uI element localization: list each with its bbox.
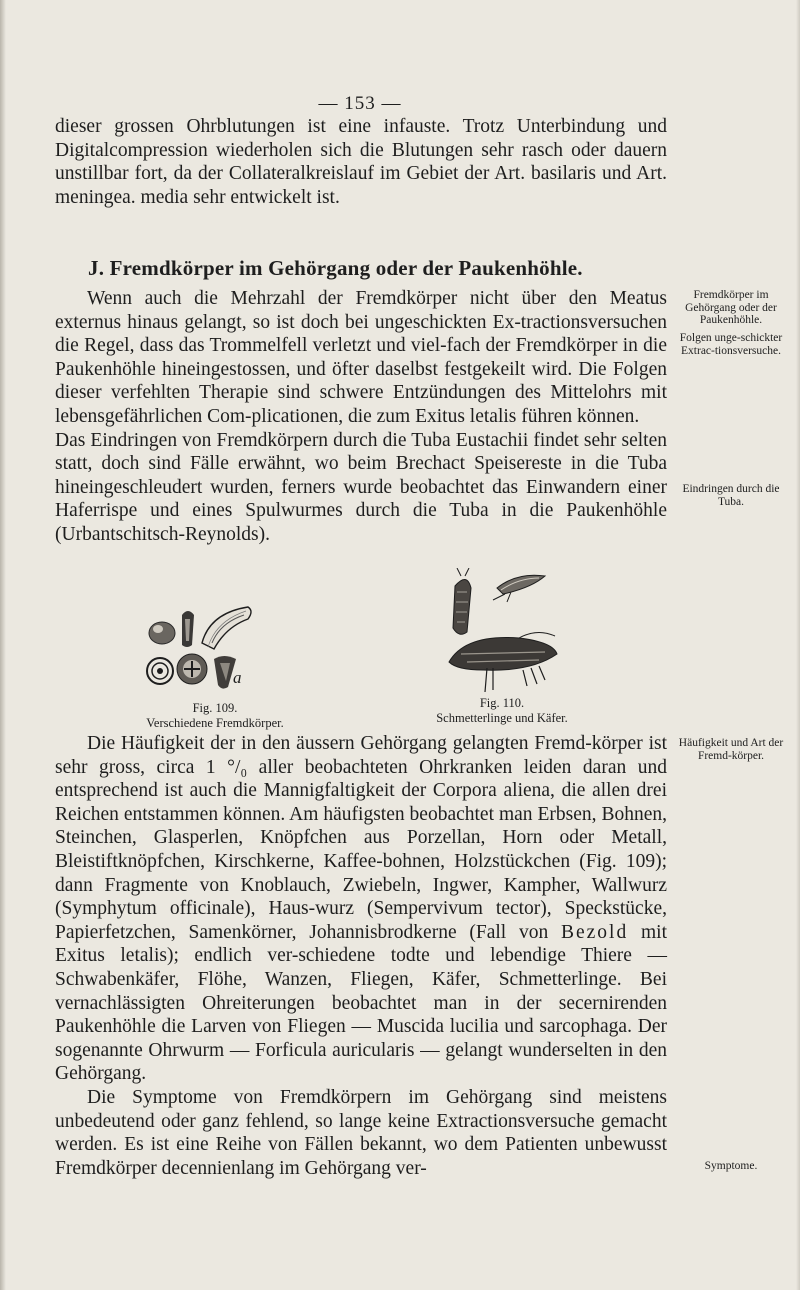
paragraph-haeufigkeit-part-1: Die Häufigkeit der in den äussern Gehörgang gelangten Fremd-körper ist sehr gross, circa 1 °/₀ aller beobachteten Ohrkranken leiden daran und entsprechend ist auch die Mannigfaltigkeit der Corpora aliena, die allen drei Reichen entstammen können. Am häufigsten beobachtet man Erbsen, Bohnen, Steinchen, Glasperlen, Knöpfchen aus Porzellan, Horn oder Metall, Bleistiftknöpfchen, Kirschkerne, Kaffee-bohnen, Holzstückchen (Fig. 109); dann Fragmente von Knoblauch, Zwiebeln, Ingwer, Kampher, Wallwurz (Symphytum officinale), Haus-wurz (Sempervivum tector), Speckstücke, Papierfetzchen, Samenkörner, Johannisbrodkerne (Fall von <box>55 733 667 943</box>
paragraph-fremdkoerper: Wenn auch die Mehrzahl der Fremdkörper nicht über den Meatus externus hinaus gelangt, so ist doch bei ungeschickten Ex-tractionsversuchen die Regel, dass das Trommelfell verletzt und viel-fach der Fremdkörper in die Paukenhöhle hineingestossen, und öfter daselbst festgekeilt wird. Die Folgen dieser verfehlten Therapie sind schwere Entzündungen des Mittelohrs mit lebensgefährlichen Com-plicationen, die zum Exitus letalis führen können. <box>55 288 667 427</box>
figure-110-label: Fig. 110. <box>479 696 525 710</box>
margin-note-fremdkoerper: Fremdkörper im Gehörgang oder der Paukenhöhle. <box>685 289 777 326</box>
author-name-bezold: Bezold <box>560 921 629 943</box>
paragraph-haeufigkeit <box>55 732 667 1086</box>
figure-110-caption: Schmetterlinge und Käfer. <box>436 711 568 725</box>
margin-note-eindringen: Eindringen durch die Tuba. <box>682 483 780 508</box>
insects-illustration <box>427 568 577 695</box>
page-edge-shadow <box>0 0 6 1290</box>
figure-109-caption: Verschiedene Fremdkörper. <box>146 716 284 730</box>
body-section-2 <box>55 732 667 1180</box>
margin-note-symptome: Symptome. <box>704 1160 758 1172</box>
figure-110 <box>422 568 582 726</box>
paragraph-tuba: Das Eindringen von Fremdkörpern durch die Tuba Eustachii findet sehr selten statt, doch sind Fälle erwähnt, wo beim Brechact Speisereste in die Tuba hineingeschleudert wurden, ferners wurde beobachtet das Einwandern einer Haferrispe und eines Spulwurmes durch die Tuba in die Paukenhöhle (Urbantschitsch-Reynolds). <box>55 429 667 545</box>
page-edge-right <box>796 0 800 1290</box>
section-heading: J. Fremdkörper im Gehörgang oder der Paukenhöhle. <box>88 256 583 280</box>
page-number: — 153 — <box>318 93 402 114</box>
intro-text: dieser grossen Ohrblutungen ist eine infauste. Trotz Unterbindung und Digitalcompression wiederholen sich die Blutungen sehr rasch oder dauern unstillbar fort, da der Collateralkreislauf im Gebiet der Art. basilaris und Art. meningea. media sehr entwickelt ist. <box>55 116 667 208</box>
figure-109-label: Fig. 109. <box>192 701 238 715</box>
intro-paragraph <box>55 115 667 209</box>
body-section-1 <box>55 287 667 547</box>
figure-109 <box>135 593 295 731</box>
margin-note-haeufigkeit: Häufigkeit und Art der Fremd-körper. <box>678 737 784 762</box>
foreign-bodies-illustration <box>140 593 290 695</box>
figure-109-letter: a <box>233 668 242 687</box>
margin-note-folgen: Folgen unge-schickter Extrac-tionsversuche. <box>679 332 783 357</box>
paragraph-symptome: Die Symptome von Fremdkörpern im Gehörgang sind meistens unbedeutend oder ganz fehlend, so lange keine Extractionsversuche gemacht werden. Es ist eine Reihe von Fällen bekannt, wo dem Patienten unbewusst Fremdkörper decennienlang im Gehörgang ver- <box>55 1086 667 1179</box>
paragraph-haeufigkeit-part-2: mit Exitus letalis); endlich ver-schiedene todte und lebendige Thiere — Schwabenkäfer, Flöhe, Wanzen, Fliegen, Käfer, Schmetterlinge. Bei vernachlässigten Ohreiterungen beobachtet man in der secernirenden Paukenhöhle die Larven von Fliegen — Muscida lucilia und sarcophaga. Der sogenannte Ohrwurm — Forficula auricularis — gelangt wunderselten in den Gehörgang. <box>55 921 667 1085</box>
